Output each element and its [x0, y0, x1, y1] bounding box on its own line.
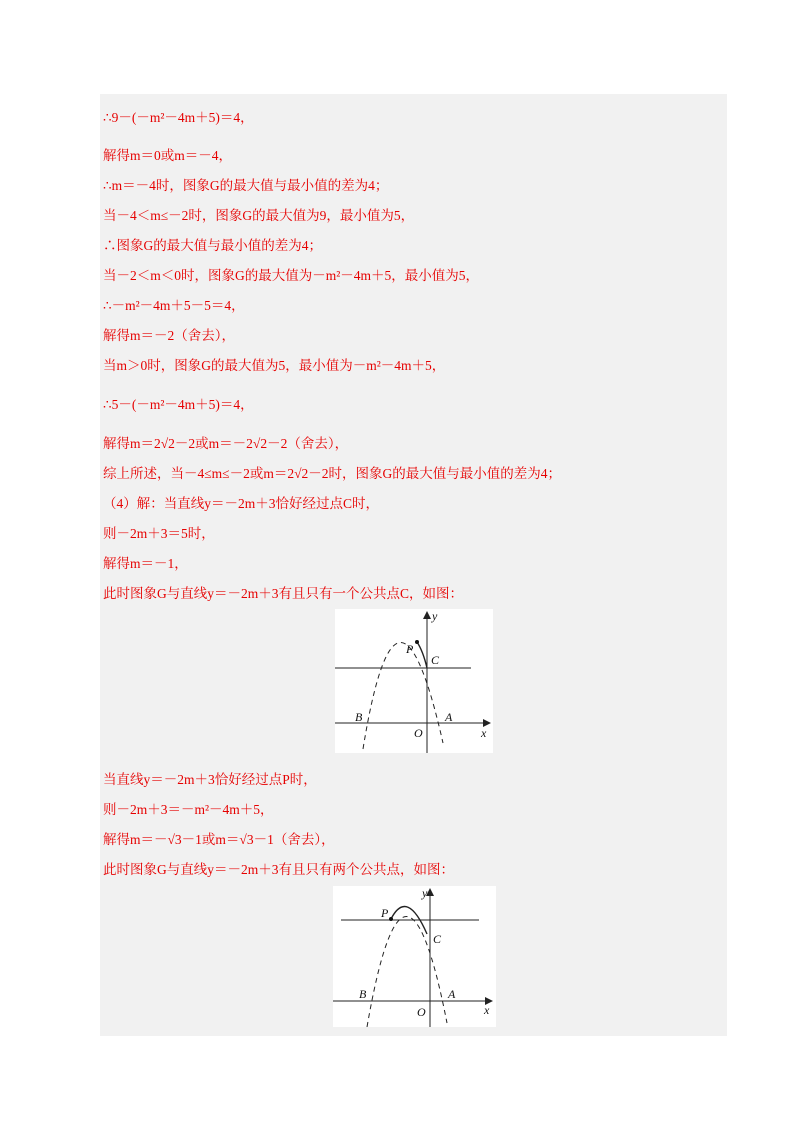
text-line: ∴－m²－4m＋5－5＝4， — [103, 298, 245, 313]
text-line: 解得m＝－√3－1或m＝√3－1（舍去）， — [103, 832, 335, 847]
point-c-label: C — [433, 932, 442, 946]
axis-label-y: y — [432, 609, 438, 623]
text-line: 解得m＝－1， — [103, 556, 188, 571]
point-b-label: B — [355, 710, 363, 724]
text-line: 则－2m＋3＝－m²－4m＋5， — [103, 802, 274, 817]
text-line: 当直线y＝－2m＋3恰好经过点P时， — [103, 772, 317, 787]
figure-two-common-points — [333, 886, 496, 1027]
point-a-label: A — [445, 710, 453, 724]
text-line: 解得m＝2√2－2或m＝－2√2－2（舍去）， — [103, 436, 349, 451]
origin-label: O — [414, 726, 423, 740]
text-line: 此时图象G与直线y＝－2m＋3有且只有两个公共点，如图： — [103, 862, 454, 877]
axis-label-y: y — [422, 886, 428, 900]
figure-one-common-point — [335, 609, 493, 753]
text-line: 解得m＝0或m＝－4， — [103, 148, 233, 163]
text-line: 解得m＝－2（舍去）， — [103, 328, 236, 343]
text-line: ∴5－(－m²－4m＋5)＝4， — [103, 397, 254, 412]
text-line: 当m＞0时，图象G的最大值为5，最小值为－m²－4m＋5， — [103, 358, 446, 373]
text-line: 则－2m＋3＝5时， — [103, 526, 215, 541]
text-line: 此时图象G与直线y＝－2m＋3有且只有一个公共点C，如图： — [103, 586, 464, 601]
text-line: 当－4＜m≤－2时，图象G的最大值为9，最小值为5， — [103, 208, 415, 223]
origin-label: O — [417, 1005, 426, 1019]
point-a-label: A — [448, 987, 456, 1001]
text-line: ∴9－(－m²－4m＋5)＝4， — [103, 110, 254, 125]
point-c-label: C — [431, 653, 440, 667]
point-p-label: P — [406, 642, 414, 656]
point-b-label: B — [359, 987, 367, 1001]
axis-label-x: x — [484, 1003, 490, 1017]
text-line: 当－2＜m＜0时，图象G的最大值为－m²－4m＋5，最小值为5， — [103, 268, 480, 283]
text-line: 综上所述，当－4≤m≤－2或m＝2√2－2时，图象G的最大值与最小值的差为4； — [103, 466, 561, 481]
axis-label-x: x — [481, 726, 487, 740]
text-line: ∴m＝－4时，图象G的最大值与最小值的差为4； — [103, 178, 389, 193]
text-line: （4）解：当直线y＝－2m＋3恰好经过点C时， — [103, 496, 380, 511]
point-p-label: P — [381, 906, 389, 920]
text-line: ∴图象G的最大值与最小值的差为4； — [103, 238, 322, 253]
